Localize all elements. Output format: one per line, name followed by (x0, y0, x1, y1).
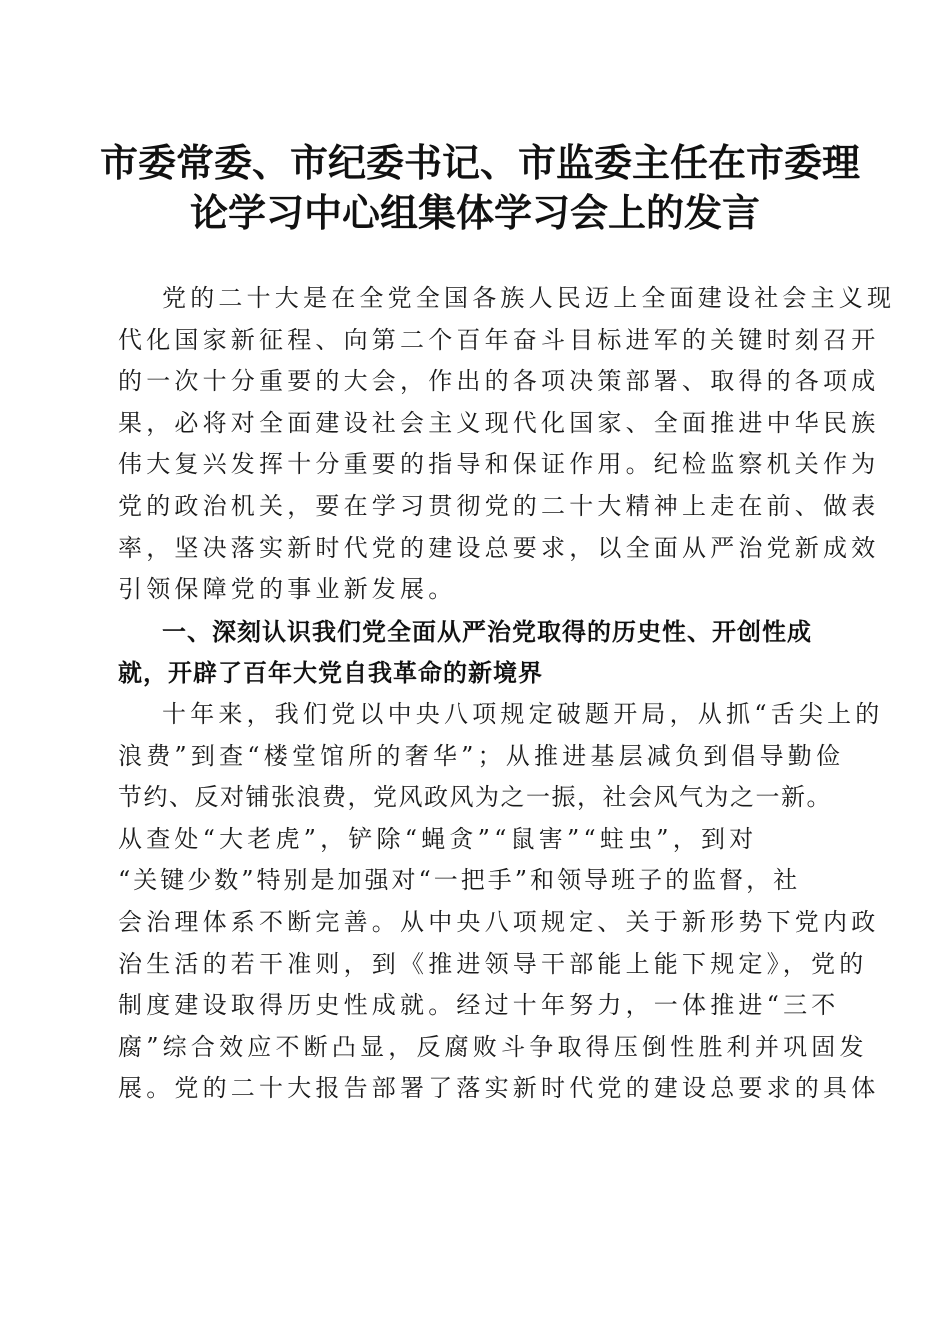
text-line: 十年来，我们党以中央八项规定破题开局，从抓“舌尖上的 (162, 699, 884, 728)
text-line: 党的政治机关，要在学习贯彻党的二十大精神上走在前、做表 (118, 491, 880, 520)
text-line: 制度建设取得历史性成就。经过十年努力，一体推进“三不 (118, 991, 840, 1020)
document-body (118, 278, 896, 1110)
text-line: 从查处“大老虎”，铲除“蝇贪”“鼠害”“蛀虫”，到对 (118, 824, 758, 853)
heading-line: 一、深刻认识我们党全面从严治党取得的历史性、开创性成 (162, 616, 812, 646)
text-line: “关键少数”特别是加强对“一把手”和领导班子的监督，社 (118, 866, 801, 895)
title-line: 论学习中心组集体学习会上的发言 (189, 190, 760, 235)
text-line: 腐”综合效应不断凸显，反腐败斗争取得压倒性胜利并巩固发 (118, 1032, 868, 1061)
text-line: 节约、反对铺张浪费，党风政风为之一振，社会风气为之一新。 (118, 783, 832, 812)
text-line: 果，必将对全面建设社会主义现代化国家、全面推进中华民族 (118, 408, 880, 437)
paragraph-section-1 (118, 694, 884, 1110)
text-line: 引领保障党的事业新发展。 (118, 575, 457, 604)
text-line: 浪费”到查“楼堂馆所的奢华”；从推进基层减负到倡导勤俭 (118, 741, 845, 770)
text-line: 党的二十大是在全党全国各族人民迈上全面建设社会主义现 (162, 284, 896, 312)
text-line: 会治理体系不断完善。从中央八项规定、关于新形势下党内政 (118, 907, 880, 936)
text-line: 率，坚决落实新时代党的建设总要求，以全面从严治党新成效 (118, 533, 880, 562)
text-line: 伟大复兴发挥十分重要的指导和保证作用。纪检监察机关作为 (118, 450, 880, 479)
text-line: 的一次十分重要的大会，作出的各项决策部署、取得的各项成 (118, 367, 880, 396)
text-line: 展。党的二十大报告部署了落实新时代党的建设总要求的具体 (118, 1074, 880, 1103)
document-title (100, 138, 861, 238)
paragraph-intro (118, 278, 896, 611)
text-line: 治生活的若干准则，到《推进领导干部能上能下规定》，党的 (118, 949, 868, 978)
heading-line: 就，开辟了百年大党自我革命的新境界 (118, 658, 543, 688)
title-line: 市委常委、市纪委书记、市监委主任在市委理 (100, 140, 861, 185)
text-line: 代化国家新征程、向第二个百年奋斗目标进军的关键时刻召开 (118, 325, 880, 354)
section-heading-1 (118, 611, 838, 694)
